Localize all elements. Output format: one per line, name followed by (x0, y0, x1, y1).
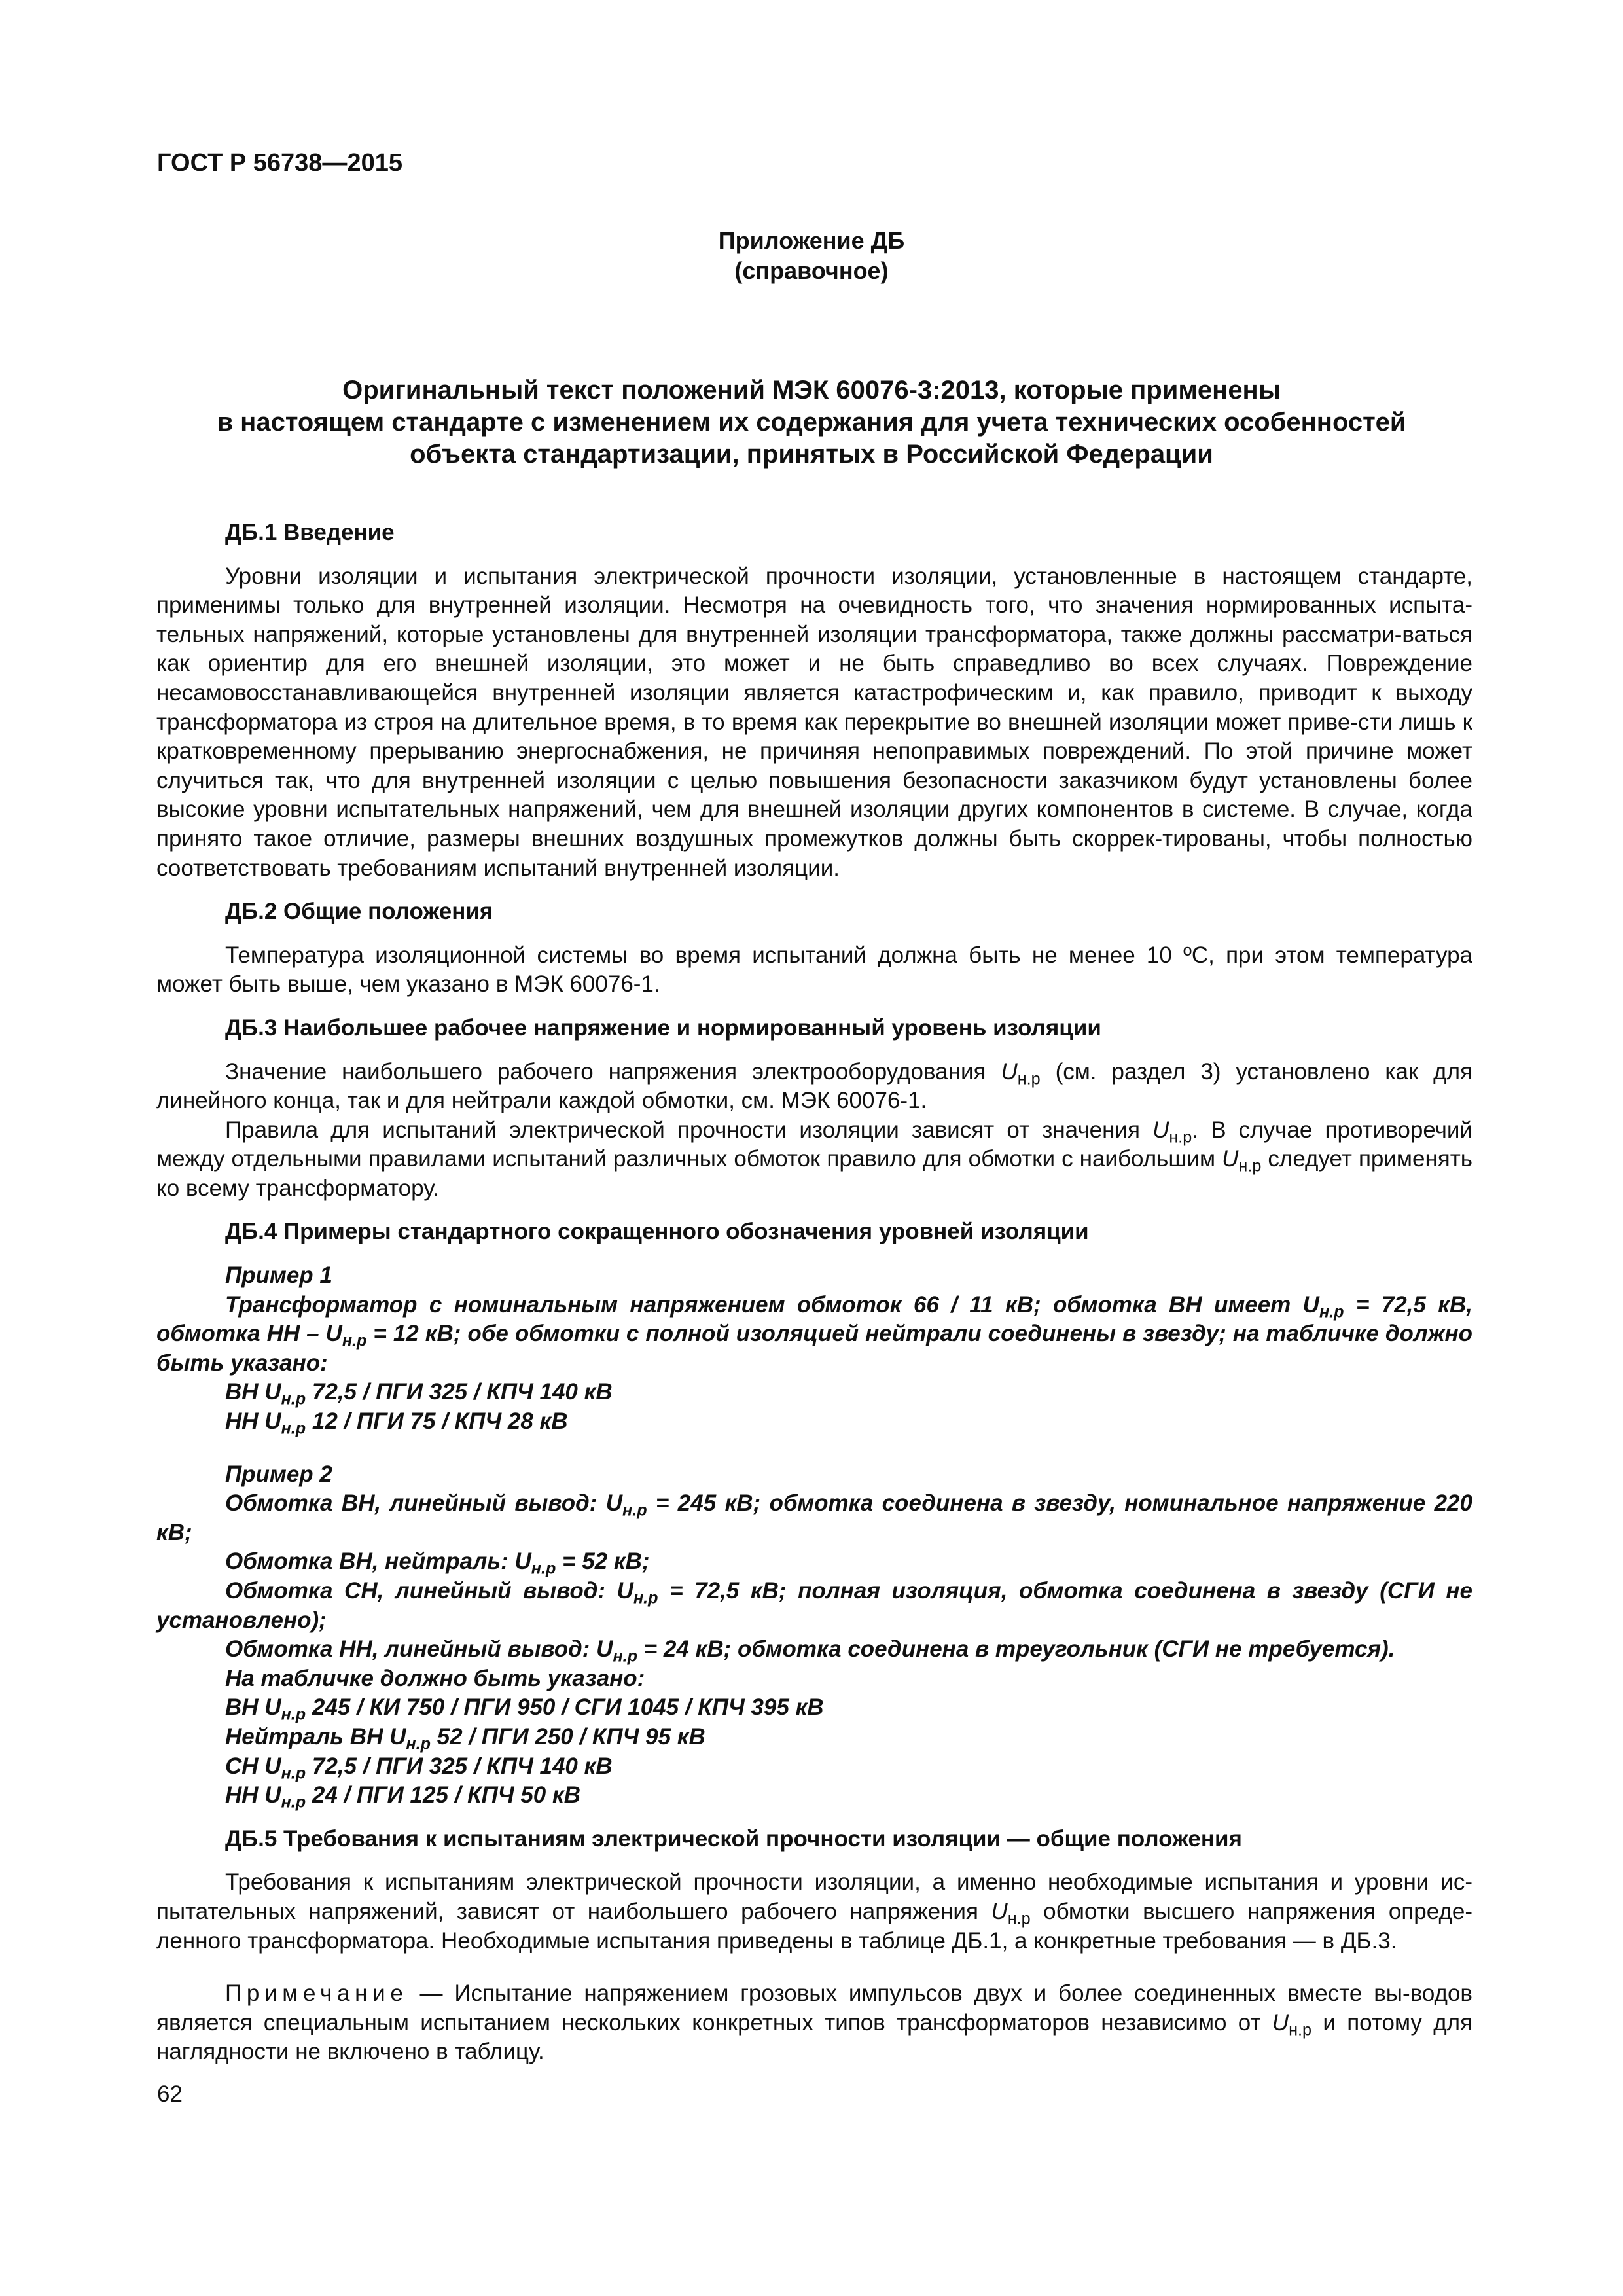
title-line: объекта стандартизации, принятых в Российской Федерации (410, 440, 1213, 469)
example-2-line-1: ВН $U_{н.р}$ 245 / КИ 750 / ПГИ 950 / СГИ 1045 / КПЧ 395 кВ (225, 1695, 824, 1724)
example-2-text-1: Обмотка ВН, линейный вывод: $U_{н.р} = 245$ кВ; обмотка соединена в звезду, номинальное напряжение 220 кВ; (156, 1490, 1472, 1545)
example-1-text: Трансформатор с номинальным напряжением обмоток 66 / 11 кВ; обмотка ВН имеет $U_{н.р} = 72,5$ кВ, обмотка НН – $U_{н.р} = 12$ кВ; обе обмотки с полной изоляцией нейтрали соединены в звезду; на табличке должно быть указано: (156, 1291, 1472, 1376)
paragraph-db5: Требования к испытаниям электрической прочности изоляции, а именно необходимые испытания и уровни ис-пытательных напряжений, зависят от наибольшего рабочего напряжения $U_{н.р}$ обмотки высшего напряжения опреде-ленного трансформатора. Необходимые испытания приведены в таблице ДБ.1, а конкретные требования — в ДБ.3. (156, 1869, 1472, 1954)
paragraph-db3-2: Правила для испытаний электрической прочности изоляции зависят от значения $U_{н.р}$. В случае противоречий между отдельными правилами испытаний различных обмоток правило для обмотки с наибольшим $U_{н.р}$ следует применять ко всему трансформатору. (156, 1117, 1472, 1201)
title-line: в настоящем стандарте с изменением их содержания для учета технических особенностей (217, 408, 1406, 437)
section-heading-db4: ДБ.4 Примеры стандартного сокращенного обозначения уровней изоляции (225, 1219, 1089, 1245)
example-1-label: Пример 1 (225, 1263, 332, 1289)
example-2-text-2: Обмотка ВН, нейтраль: $U_{н.р} = 52$ кВ; (225, 1549, 650, 1578)
note-label: Примечание (225, 1981, 408, 2007)
document-title (131, 374, 1492, 471)
example-2-text-3: Обмотка СН, линейный вывод: $U_{н.р} = 72,5$ кВ; полная изоляция, обмотка соединена в звезду (СГИ не установлено); (156, 1578, 1472, 1633)
paragraph-db3-1: Значение наибольшего рабочего напряжения электрооборудования $U_{н.р}$ (см. раздел 3) установлено как для линейного конца, так и для нейтрали каждой обмотки, см. МЭК 60076-1. (156, 1058, 1472, 1114)
example-2-line-2: Нейтраль ВН $U_{н.р}$ 52 / ПГИ 250 / КПЧ 95 кВ (225, 1723, 705, 1753)
standard-code: ГОСТ Р 56738—2015 (157, 149, 402, 177)
section-heading-db3: ДБ.3 Наибольшее рабочее напряжение и нормированный уровень изоляции (225, 1014, 1101, 1041)
paragraph-db1-intro: Уровни изоляции и испытания электрической прочности изоляции, установленные в настоящем стандарте, применимы только для внутренней изоляции. Несмотря на очевидность того, что значения нормированных испыта-тельных напряжений, которые установлены для внутренней изоляции трансформатора, также должны рассматри-ваться как ориентир для его внешней изоляции, это может и не быть справедливо во всех случаях. Повреждение несамовосстанавливающейся внутренней изоляции является катастрофическим и, как правило, приводит к выходу трансформатора из строя на длительное время, в то время как перекрытие во внешней изоляции может приве-сти лишь к кратковременному прерыванию энергоснабжения, не причиняя непоправимых повреждений. По этой причине может случиться так, что для внутренней изоляции с целью повышения безопасности заказчиком будут установлены более высокие уровни испытательных напряжений, чем для внешней изоляции других компонентов в системе. В случае, когда принято такое отличие, размеры внешних воздушных промежутков должны быть скоррек-тированы, чтобы полностью соответствовать требованиям испытаний внутренней изоляции. (156, 563, 1472, 881)
paragraph-db2: Температура изоляционной системы во время испытаний должна быть не менее 10 ºС, при этом температура может быть выше, чем указано в МЭК 60076-1. (156, 942, 1472, 997)
note-paragraph: Примечание — Испытание напряжением грозовых импульсов двух и более соединенных вместе вы-водов является специальным испытанием нескольких конкретных типов трансформаторов независимо от $U_{н.р}$ и потому для наглядности не включено в таблицу. (156, 1981, 1472, 2065)
section-heading-db5: ДБ.5 Требования к испытаниям электрической прочности изоляции — общие положения (225, 1825, 1242, 1852)
appendix-heading (0, 226, 1623, 286)
example-2-text-4: Обмотка НН, линейный вывод: $U_{н.р} = 24$ кВ; обмотка соединена в треугольник (СГИ не требуется). (225, 1636, 1395, 1666)
section-heading-db2: ДБ.2 Общие положения (225, 899, 493, 925)
document-body (156, 518, 1472, 2067)
example-2-line-4: НН $U_{н.р}$ 24 / ПГИ 125 / КПЧ 50 кВ (225, 1782, 580, 1812)
appendix-label: Приложение ДБ (718, 227, 905, 254)
example-2-text-5: На табличке должно быть указано: (225, 1665, 645, 1691)
example-1-line-1: ВН $U_{н.р}$ 72,5 / ПГИ 325 / КПЧ 140 кВ (225, 1379, 613, 1408)
title-line: Оригинальный текст положений МЭК 60076-3:2013, которые применены (342, 376, 1281, 404)
section-heading-db1: ДБ.1 Введение (225, 520, 395, 545)
appendix-type: (справочное) (734, 257, 889, 284)
page-number: 62 (157, 2081, 183, 2107)
example-2-label: Пример 2 (225, 1461, 332, 1487)
example-2-line-3: СН $U_{н.р}$ 72,5 / ПГИ 325 / КПЧ 140 кВ (225, 1753, 613, 1783)
example-1-line-2: НН $U_{н.р}$ 12 / ПГИ 75 / КПЧ 28 кВ (225, 1408, 568, 1438)
